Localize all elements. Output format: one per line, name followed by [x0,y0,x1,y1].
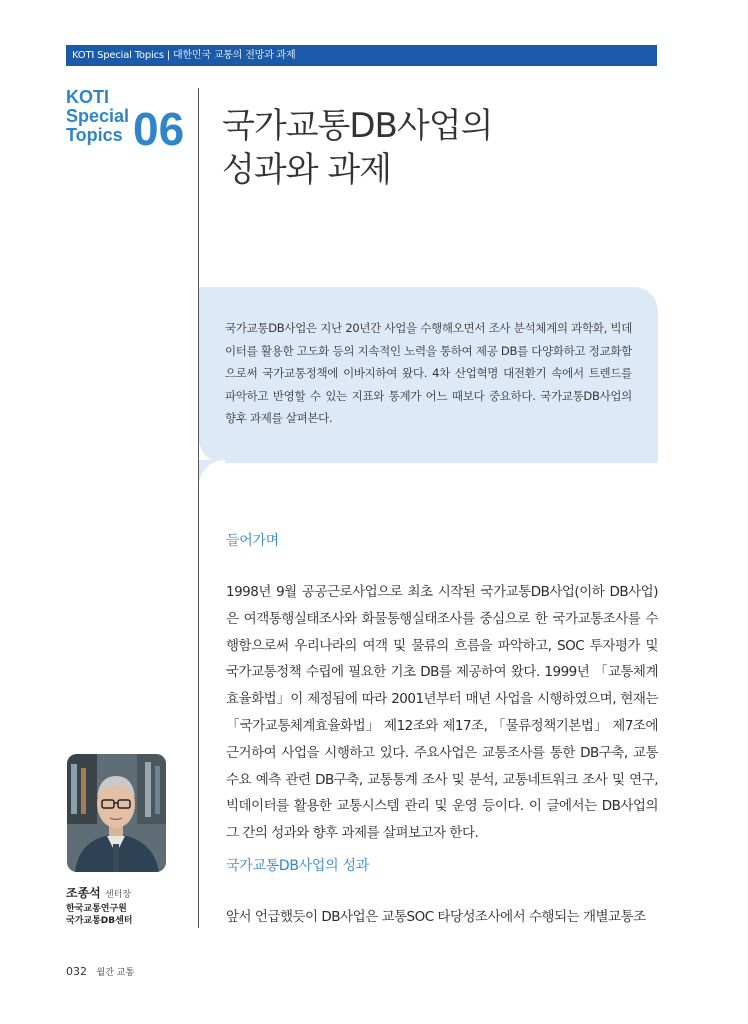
summary-box-corner [199,460,225,486]
author-name-text: 조종석 [66,886,101,900]
divider-line [198,88,199,928]
page-number: 032 [66,965,87,978]
magazine-name: 월간 교통 [96,968,135,978]
header-text: KOTI Special Topics | 대한민국 교통의 전망과 과제 [72,50,296,61]
section-heading-results: 국가교통DB사업의 성과 [226,858,369,874]
summary-box: 국가교통DB사업은 지난 20년간 사업을 수행해오면서 조사 분석체계의 과학화, 빅데이터를 활용한 고도화 등의 지속적인 노력을 통하여 제공 DB를 다양화하고 정교화함으로써 국가교통정책에 이바지하여 왔다. 4차 산업혁명 대전환기 속에서 트렌드를 파악하고 반영할 수 있는 지표와 통계가 어느 때보다 중요하다. 국가교통DB사업의 향후 과제를 살펴본다. [199,287,658,463]
author-name [66,884,131,901]
author-org: 한국교통연구원 [66,904,127,914]
title-line-2: 성과와 과제 [222,150,392,190]
author-dept: 국가교통DB센터 [66,916,133,926]
brand-line-3: Topics [66,125,123,145]
author-photo [67,754,166,872]
body-paragraph-results: 앞서 언급했듯이 DB사업은 교통SOC 타당성조사에서 수행되는 개별교통조 [226,909,646,925]
section-heading-intro: 들어가며 [226,533,279,549]
author-affiliation [66,903,133,927]
brand-line-1: KOTI [66,87,109,107]
page-footer [66,965,134,978]
author-role: 센터장 [104,890,132,900]
body-paragraph-intro: 1998년 9월 공공근로사업으로 최초 시작된 국가교통DB사업(이하 DB사업)은 여객통행실태조사와 화물통행실태조사를 중심으로 한 국가교통조사를 수행함으로써 우리나라의 여객 및 물류의 흐름을 파악하고, SOC 투자평가 및 국가교통정책 수립에 필요한 기초 DB를 제공하여 왔다. 1999년 「교통체계효율화법」이 제정됨에 따라 2001년부터 매년 사업을 시행하였으며, 현재는 「국가교통체계효율화법」 제12조와 제17조, 「물류정책기본법」 제7조에 근거하여 사업을 시행하고 있다. 주요사업은 교통조사를 통한 DB구축, 교통수요 예측 관련 DB구축, 교통통계 조사 및 분석, 교통네트워크 조사 및 연구, 빅데이터를 활용한 교통시스템 관리 및 운영 등이다. 이 글에서는 DB사업의 그 간의 성과와 향후 과제를 살펴보고자 한다. [226,584,658,842]
article-title [222,104,642,192]
series-brand [66,88,136,145]
header-bar [66,45,657,66]
brand-line-2: Special [66,106,130,126]
title-line-1: 국가교통DB사업의 [222,106,493,146]
topic-number: 06 [133,103,185,155]
